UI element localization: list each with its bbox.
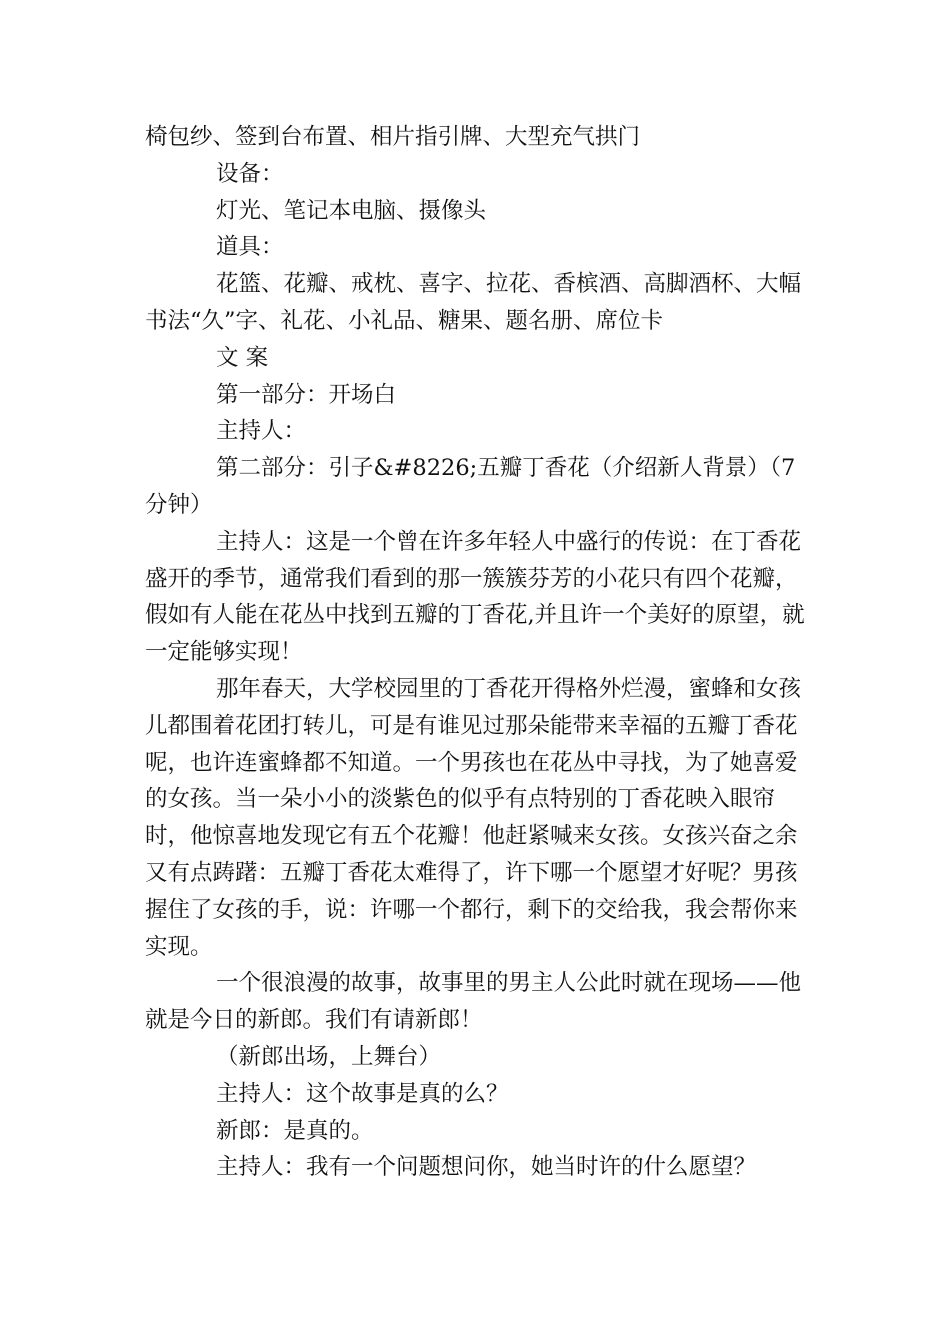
paragraph-decoration-list: 椅包纱、签到台布置、相片指引牌、大型充气拱门 [145,124,641,150]
paragraph-groom-answer: 新郎：是真的。 [216,1117,374,1144]
paragraph-stage-direction: （新郎出场，上舞台） [216,1043,442,1070]
paragraph-part-two-title: 第二部分：引子&#8226;五瓣丁香花（介绍新人背景）（7分钟） [145,455,796,518]
paragraph-host-label: 主持人： [216,418,307,445]
paragraph-equipment-heading: 设备： [216,160,284,187]
paragraph-props-heading: 道具： [216,234,284,261]
paragraph-groom-intro: 一个很浪漫的故事，故事里的男主人公此时就在现场——他就是今日的新郎。我们有请新郎！ [145,970,802,1034]
paragraph-host-followup: 主持人：我有一个问题想问你，她当时许的什么愿望？ [216,1154,757,1181]
paragraph-host-question: 主持人：这个故事是真的么？ [216,1080,509,1107]
paragraph-part-one-title: 第一部分：开场白 [216,381,397,408]
document-body [145,119,815,1186]
paragraph-story: 那年春天，大学校园里的丁香花开得格外烂漫，蜜蜂和女孩儿都围着花团打转儿，可是有谁见过那朵能带来幸福的五瓣丁香花呢，也许连蜜蜂都不知道。一个男孩也在花丛中寻找，为了她喜爱的女孩。当一朵小小的淡紫色的似乎有点特别的丁香花映入眼帘时，他惊喜地发现它有五个花瓣！他赶紧喊来女孩。女孩兴奋之余又有点踌躇：五瓣丁香花太难得了，许下哪一个愿望才好呢？男孩握住了女孩的手，说：许哪一个都行，剩下的交给我，我会帮你来实现。 [145,675,802,960]
paragraph-script-heading: 文 案 [216,344,269,371]
paragraph-props-list: 花篮、花瓣、戒枕、喜字、拉花、香槟酒、高脚酒杯、大幅书法“久”字、礼花、小礼品、糖果、题名册、席位卡 [145,271,802,334]
paragraph-host-legend: 主持人：这是一个曾在许多年轻人中盛行的传说：在丁香花盛开的季节，通常我们看到的那一簇簇芬芳的小花只有四个花瓣，假如有人能在花丛中找到五瓣的丁香花,并且许一个美好的原望，就一定能够实现！ [145,528,805,666]
paragraph-equipment-list: 灯光、笔记本电脑、摄像头 [216,197,487,224]
